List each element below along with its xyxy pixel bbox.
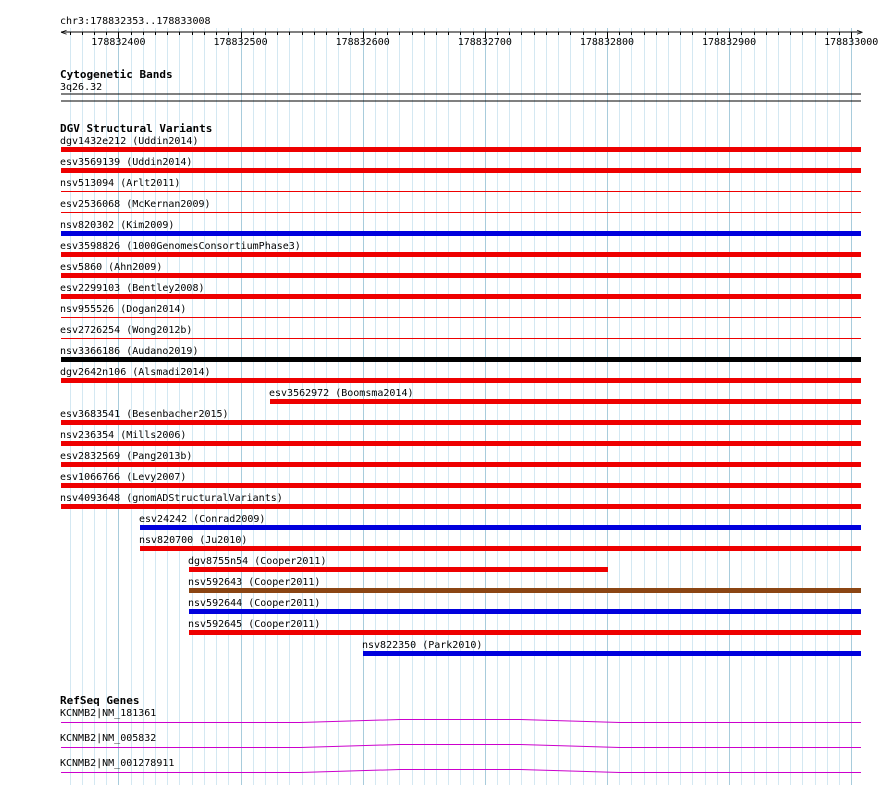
dgv-feature[interactable] xyxy=(188,598,861,614)
location-label: chr3:178832353..178833008 xyxy=(60,16,211,27)
dgv-feature-label[interactable]: dgv2642n106 (Alsmadi2014) xyxy=(60,367,211,378)
dgv-feature-bar[interactable] xyxy=(189,630,861,635)
dgv-feature-bar[interactable] xyxy=(189,588,861,593)
dgv-feature-label[interactable]: nsv820302 (Kim2009) xyxy=(60,220,175,231)
dgv-feature-label[interactable]: nsv592645 (Cooper2011) xyxy=(188,619,321,630)
dgv-feature-bar[interactable] xyxy=(140,546,861,551)
dgv-feature-label[interactable]: nsv513094 (Arlt2011) xyxy=(60,178,181,189)
dgv-feature-bar[interactable] xyxy=(61,483,861,488)
dgv-feature[interactable] xyxy=(362,640,861,656)
dgv-feature[interactable] xyxy=(188,619,861,635)
ruler-tick-labels xyxy=(91,37,878,48)
dgv-feature-label[interactable]: esv3569139 (Uddin2014) xyxy=(60,157,193,168)
refseq-gene-label[interactable]: KCNMB2|NM_001278911 xyxy=(60,758,175,769)
track-title-refseq-genes: RefSeq Genes xyxy=(60,694,140,707)
dgv-feature-label[interactable]: nsv3366186 (Audano2019) xyxy=(60,346,199,357)
dgv-feature-label[interactable]: esv3562972 (Boomsma2014) xyxy=(269,388,414,399)
dgv-feature-bar[interactable] xyxy=(61,504,861,509)
dgv-feature-bar[interactable] xyxy=(61,168,861,173)
dgv-feature-bar[interactable] xyxy=(61,317,861,318)
dgv-feature[interactable] xyxy=(269,388,861,404)
dgv-feature-bar[interactable] xyxy=(61,252,861,257)
track-title-dgv-structural-variants: DGV Structural Variants xyxy=(60,122,213,135)
dgv-feature-bar[interactable] xyxy=(189,567,608,572)
dgv-feature-bar[interactable] xyxy=(61,294,861,299)
dgv-feature-bar[interactable] xyxy=(270,399,861,404)
dgv-feature-bar[interactable] xyxy=(189,609,861,614)
ruler-tick-label: 178832400 xyxy=(91,37,146,48)
dgv-feature-label[interactable]: nsv236354 (Mills2006) xyxy=(60,430,187,441)
dgv-feature-bar[interactable] xyxy=(61,441,861,446)
ruler-track xyxy=(60,16,878,48)
dgv-feature-label[interactable]: esv2536068 (McKernan2009) xyxy=(60,199,211,210)
dgv-feature-bar[interactable] xyxy=(61,338,861,339)
dgv-feature-label[interactable]: nsv820700 (Ju2010) xyxy=(139,535,248,546)
dgv-feature-label[interactable]: esv2832569 (Pang2013b) xyxy=(60,451,193,462)
dgv-feature-bar[interactable] xyxy=(61,191,861,192)
dgv-feature-bar[interactable] xyxy=(140,525,861,530)
dgv-feature-label[interactable]: esv2299103 (Bentley2008) xyxy=(60,283,205,294)
dgv-feature-label[interactable]: esv2726254 (Wong2012b) xyxy=(60,325,193,336)
refseq-gene-label[interactable]: KCNMB2|NM_005832 xyxy=(60,733,157,744)
dgv-feature-label[interactable]: esv3598826 (1000GenomesConsortiumPhase3) xyxy=(60,241,301,252)
dgv-feature-label[interactable]: esv1066766 (Levy2007) xyxy=(60,472,187,483)
dgv-feature[interactable] xyxy=(139,535,861,551)
ruler-tick-label: 178832600 xyxy=(335,37,390,48)
dgv-feature-bar[interactable] xyxy=(61,357,861,362)
dgv-feature-label[interactable]: esv5860 (Ahn2009) xyxy=(60,262,163,273)
dgv-feature-label[interactable]: dgv1432e212 (Uddin2014) xyxy=(60,136,199,147)
dgv-feature-label[interactable]: esv24242 (Conrad2009) xyxy=(139,514,266,525)
dgv-feature-label[interactable]: dgv8755n54 (Cooper2011) xyxy=(188,556,327,567)
dgv-feature[interactable] xyxy=(188,577,861,593)
ruler-tick-label: 178832500 xyxy=(213,37,268,48)
dgv-feature-label[interactable]: esv3683541 (Besenbacher2015) xyxy=(60,409,229,420)
dgv-feature-bar[interactable] xyxy=(363,651,861,656)
ruler-left-arrow: < xyxy=(60,28,68,38)
ruler-tick-label: 178833000 xyxy=(824,37,879,48)
dgv-feature-label[interactable]: nsv4093648 (gnomADStructuralVariants) xyxy=(60,493,283,504)
ruler-right-arrow: > xyxy=(856,28,864,38)
dgv-feature-label[interactable]: nsv592643 (Cooper2011) xyxy=(188,577,321,588)
dgv-feature-bar[interactable] xyxy=(61,147,861,152)
dgv-feature-label[interactable]: nsv592644 (Cooper2011) xyxy=(188,598,321,609)
dgv-feature-bar[interactable] xyxy=(61,212,861,213)
dgv-feature-bar[interactable] xyxy=(61,378,861,383)
dgv-feature-bar[interactable] xyxy=(61,231,861,236)
ruler-tick-label: 178832800 xyxy=(579,37,635,48)
dgv-feature-bar[interactable] xyxy=(61,420,861,425)
cytoband-label: 3q26.32 xyxy=(60,82,103,93)
dgv-feature-bar[interactable] xyxy=(61,462,861,467)
dgv-feature-bar[interactable] xyxy=(61,273,861,278)
dgv-feature-label[interactable]: nsv822350 (Park2010) xyxy=(362,640,483,651)
dgv-feature-label[interactable]: nsv955526 (Dogan2014) xyxy=(60,304,187,315)
dgv-feature[interactable] xyxy=(139,514,861,530)
ruler-tick-label: 178832900 xyxy=(701,37,757,48)
refseq-gene-label[interactable]: KCNMB2|NM_181361 xyxy=(60,708,157,719)
track-title-cytogenetic-bands: Cytogenetic Bands xyxy=(60,68,173,81)
ruler-tick-label: 178832700 xyxy=(457,37,512,48)
dgv-feature[interactable] xyxy=(188,556,608,572)
